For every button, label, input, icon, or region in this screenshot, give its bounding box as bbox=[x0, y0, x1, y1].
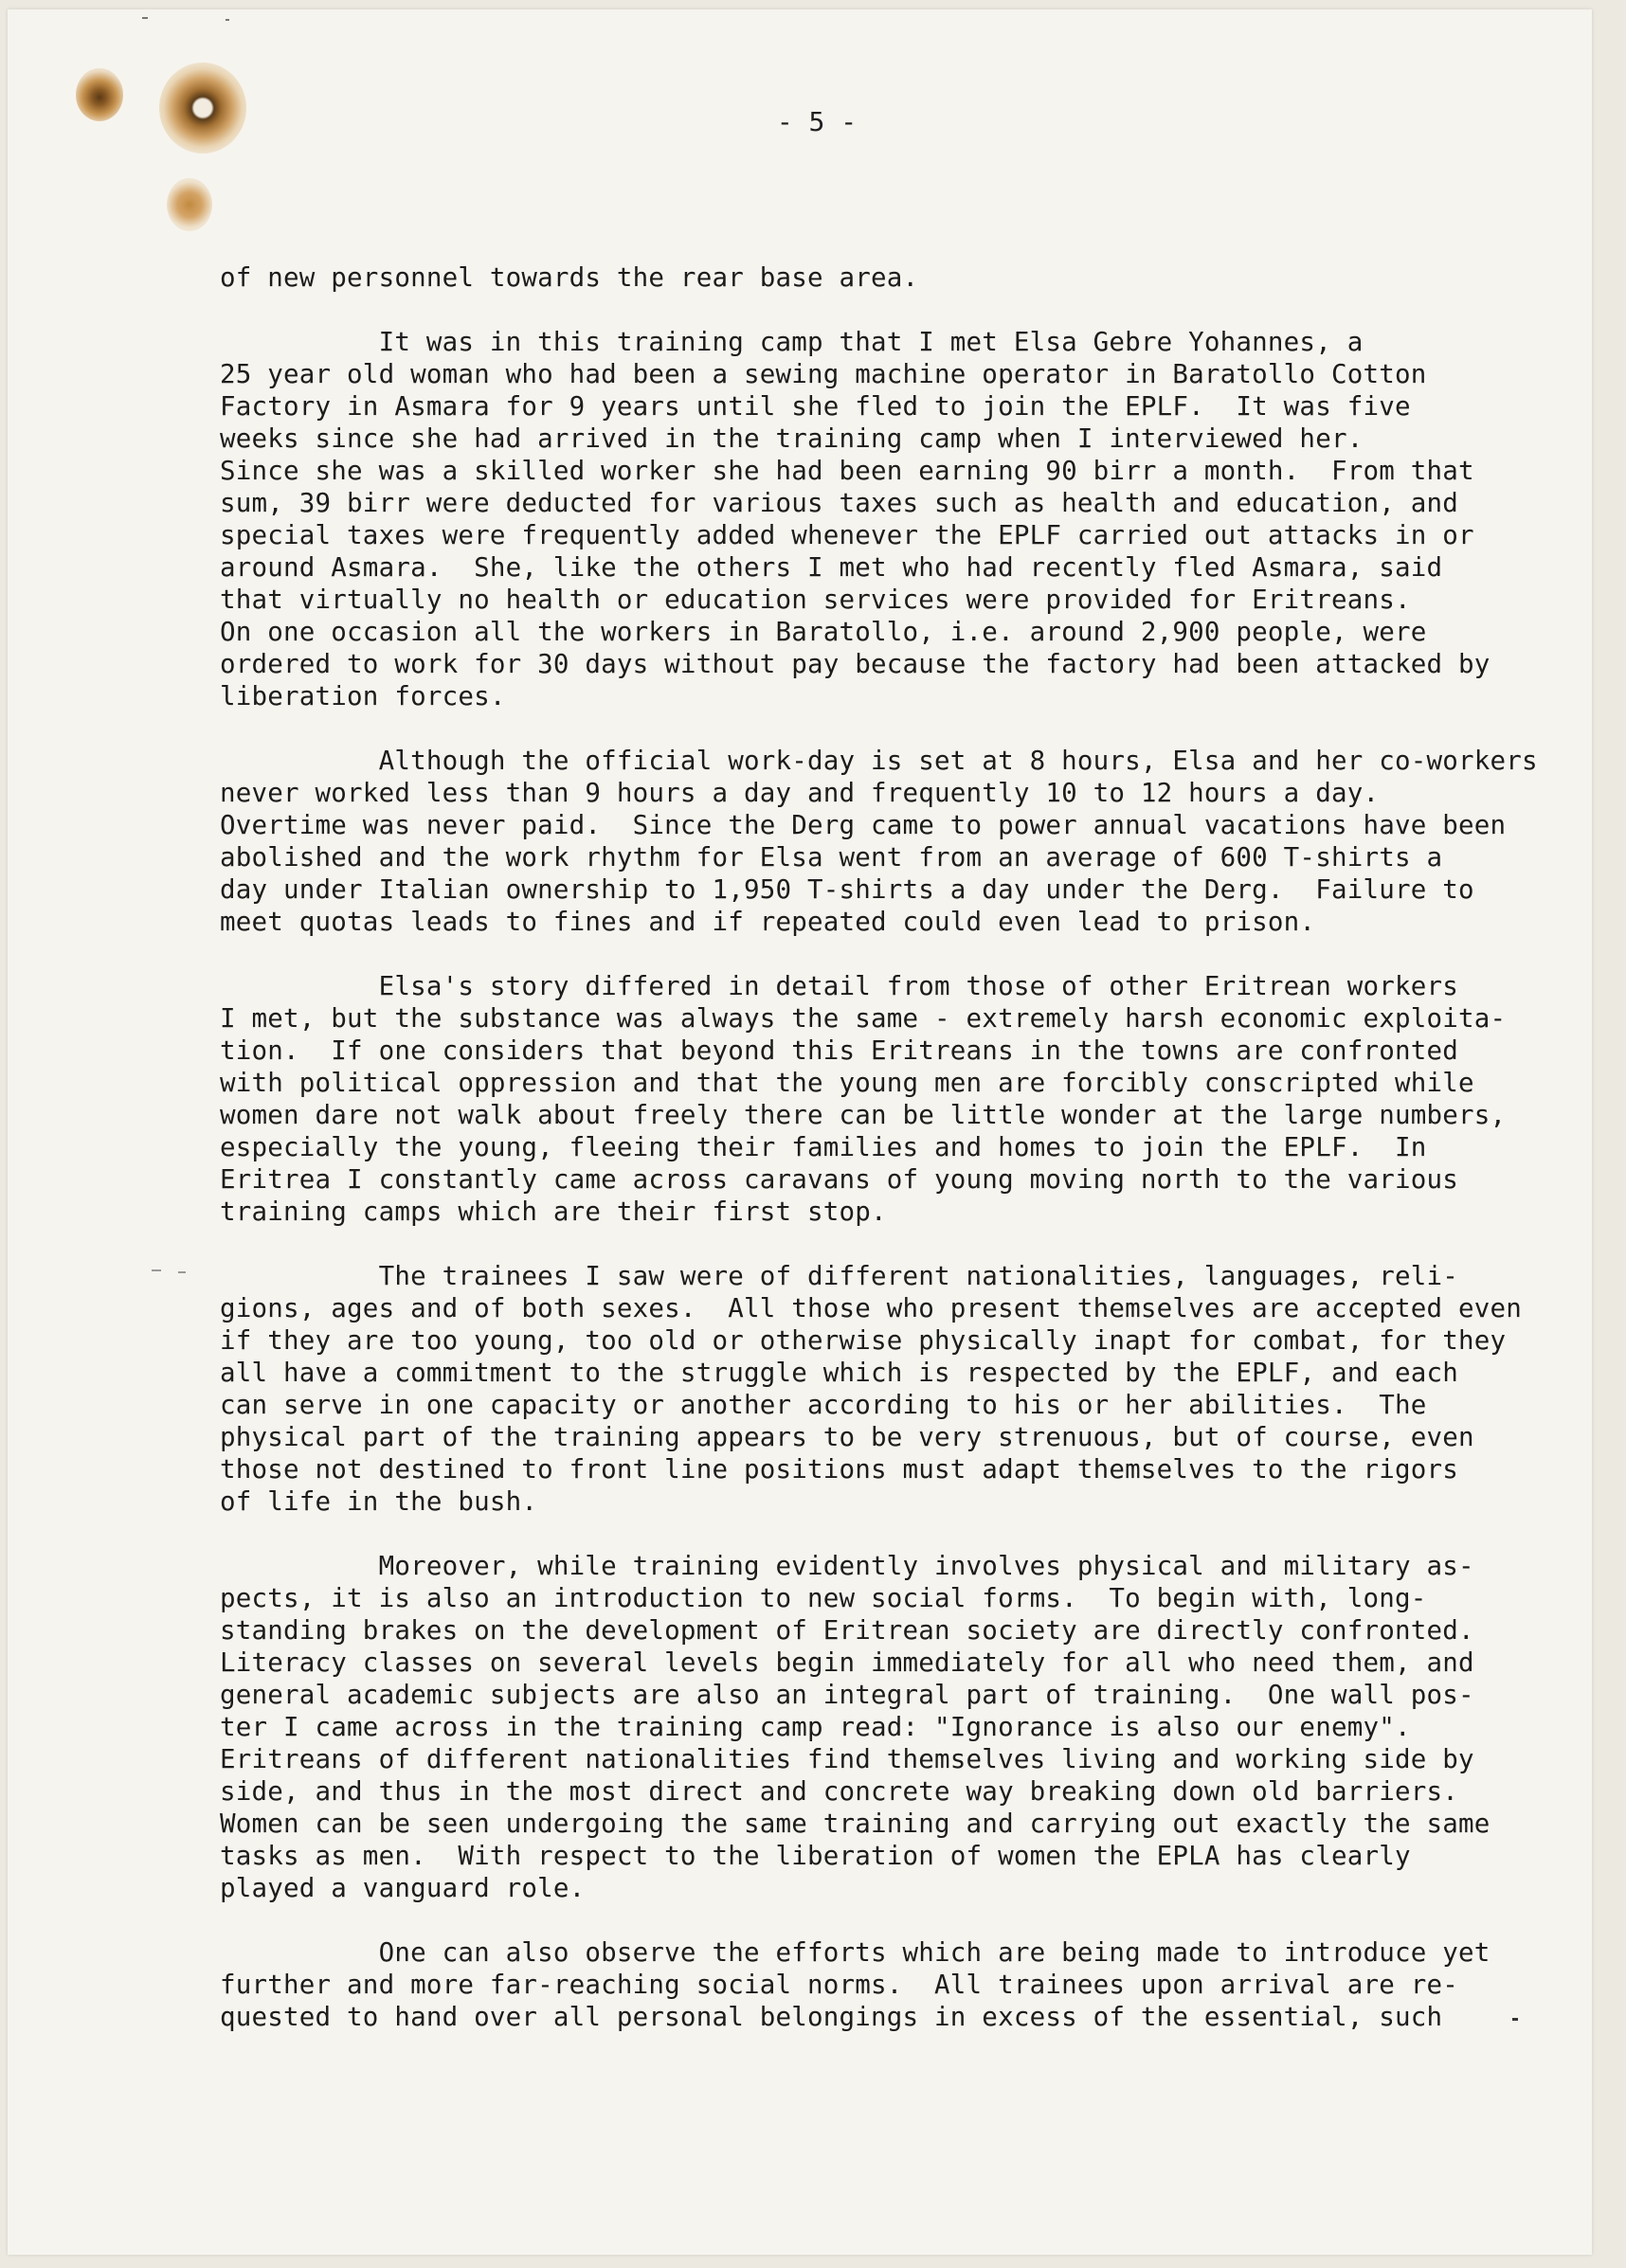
text-line: abolished and the work rhythm for Elsa went from an average of 600 T-shirts a bbox=[220, 842, 1443, 873]
text-line: of new personnel towards the rear base area. bbox=[220, 262, 919, 293]
text-line: of life in the bush. bbox=[220, 1486, 538, 1517]
text-line: liberation forces. bbox=[220, 681, 506, 711]
text-line: with political oppression and that the young men are forcibly conscripted while bbox=[220, 1068, 1474, 1098]
text-line: those not destined to front line positions must adapt themselves to the rigors bbox=[220, 1454, 1458, 1485]
speck bbox=[152, 1269, 161, 1271]
text-line: general academic subjects are also an integral part of training. One wall pos- bbox=[220, 1680, 1474, 1710]
document-page bbox=[8, 9, 1592, 2255]
text-line: further and more far-reaching social norms. All trainees upon arrival are re- bbox=[220, 1970, 1458, 2000]
text-line: training camps which are their first stop. bbox=[220, 1197, 887, 1227]
paragraph bbox=[220, 970, 1538, 1228]
text-line: day under Italian ownership to 1,950 T-shirts a day under the Derg. Failure to bbox=[220, 874, 1474, 905]
text-line: special taxes were frequently added whenever the EPLF carried out attacks in or bbox=[220, 520, 1474, 550]
text-line: if they are too young, too old or otherwise physically inapt for combat, for they bbox=[220, 1325, 1507, 1356]
text-line: ordered to work for 30 days without pay because the factory had been attacked by bbox=[220, 649, 1490, 679]
text-line: played a vanguard role. bbox=[220, 1873, 586, 1903]
text-line: pects, it is also an introduction to new social forms. To begin with, long- bbox=[220, 1583, 1427, 1613]
text-line: can serve in one capacity or another according to his or her abilities. The bbox=[220, 1390, 1427, 1420]
paragraph bbox=[220, 1936, 1538, 2033]
text-line: One can also observe the efforts which are being made to introduce yet bbox=[220, 1937, 1490, 1968]
stain-mark bbox=[167, 178, 212, 231]
text-line: Factory in Asmara for 9 years until she fled to join the EPLF. It was five bbox=[220, 391, 1411, 422]
text-line: The trainees I saw were of different nationalities, languages, reli- bbox=[220, 1261, 1458, 1291]
text-line: I met, but the substance was always the same - extremely harsh economic exploita- bbox=[220, 1003, 1507, 1034]
text-line: side, and thus in the most direct and concrete way breaking down old barriers. bbox=[220, 1776, 1458, 1807]
body-text bbox=[220, 261, 1538, 2065]
speck bbox=[142, 17, 148, 19]
text-line: quested to hand over all personal belongings in excess of the essential, such bbox=[220, 2002, 1443, 2032]
text-line: On one occasion all the workers in Baratollo, i.e. around 2,900 people, were bbox=[220, 617, 1427, 647]
speck bbox=[226, 19, 229, 21]
text-line: especially the young, fleeing their families and homes to join the EPLF. In bbox=[220, 1132, 1427, 1162]
text-line: Eritreans of different nationalities find themselves living and working side by bbox=[220, 1744, 1474, 1774]
text-line: gions, ages and of both sexes. All those who present themselves are accepted even bbox=[220, 1293, 1523, 1323]
paragraph bbox=[220, 261, 1538, 294]
text-line: Women can be seen undergoing the same training and carrying out exactly the same bbox=[220, 1809, 1490, 1839]
text-line: ter I came across in the training camp read: "Ignorance is also our enemy". bbox=[220, 1712, 1411, 1742]
text-line: physical part of the training appears to be very strenuous, but of course, even bbox=[220, 1422, 1474, 1452]
text-line: sum, 39 birr were deducted for various taxes such as health and education, and bbox=[220, 488, 1458, 518]
text-line: Although the official work-day is set at 8 hours, Elsa and her co-workers bbox=[220, 746, 1538, 776]
text-line: 25 year old woman who had been a sewing machine operator in Baratollo Cotton bbox=[220, 359, 1427, 389]
text-line: that virtually no health or education services were provided for Eritreans. bbox=[220, 585, 1411, 615]
text-line: Overtime was never paid. Since the Derg came to power annual vacations have been bbox=[220, 810, 1507, 840]
text-line: meet quotas leads to fines and if repeated could even lead to prison. bbox=[220, 907, 1316, 937]
speck bbox=[178, 1271, 186, 1273]
text-line: all have a commitment to the struggle which is respected by the EPLF, and each bbox=[220, 1358, 1458, 1388]
paragraph bbox=[220, 1550, 1538, 1904]
text-line: It was in this training camp that I met Elsa Gebre Yohannes, a bbox=[220, 327, 1364, 357]
text-line: Moreover, while training evidently involves physical and military as- bbox=[220, 1551, 1474, 1581]
page-number: - 5 - bbox=[776, 106, 858, 137]
text-line: standing brakes on the development of Eritrean society are directly confronted. bbox=[220, 1615, 1474, 1646]
text-line: Since she was a skilled worker she had been earning 90 birr a month. From that bbox=[220, 456, 1474, 486]
text-line: Literacy classes on several levels begin immediately for all who need them, and bbox=[220, 1647, 1474, 1678]
text-line: Eritrea I constantly came across caravans of young moving north to the various bbox=[220, 1164, 1458, 1195]
text-line: never worked less than 9 hours a day and frequently 10 to 12 hours a day. bbox=[220, 778, 1380, 808]
text-line: tion. If one considers that beyond this Eritreans in the towns are confronted bbox=[220, 1035, 1458, 1066]
text-line: Elsa's story differed in detail from those of other Eritrean workers bbox=[220, 971, 1458, 1001]
paragraph bbox=[220, 745, 1538, 938]
paragraph bbox=[220, 1260, 1538, 1518]
paragraph bbox=[220, 326, 1538, 712]
text-line: around Asmara. She, like the others I met who had recently fled Asmara, said bbox=[220, 552, 1443, 583]
text-line: weeks since she had arrived in the training camp when I interviewed her. bbox=[220, 423, 1364, 454]
text-line: tasks as men. With respect to the liberation of women the EPLA has clearly bbox=[220, 1841, 1411, 1871]
text-line: women dare not walk about freely there can be little wonder at the large numbers, bbox=[220, 1100, 1507, 1130]
